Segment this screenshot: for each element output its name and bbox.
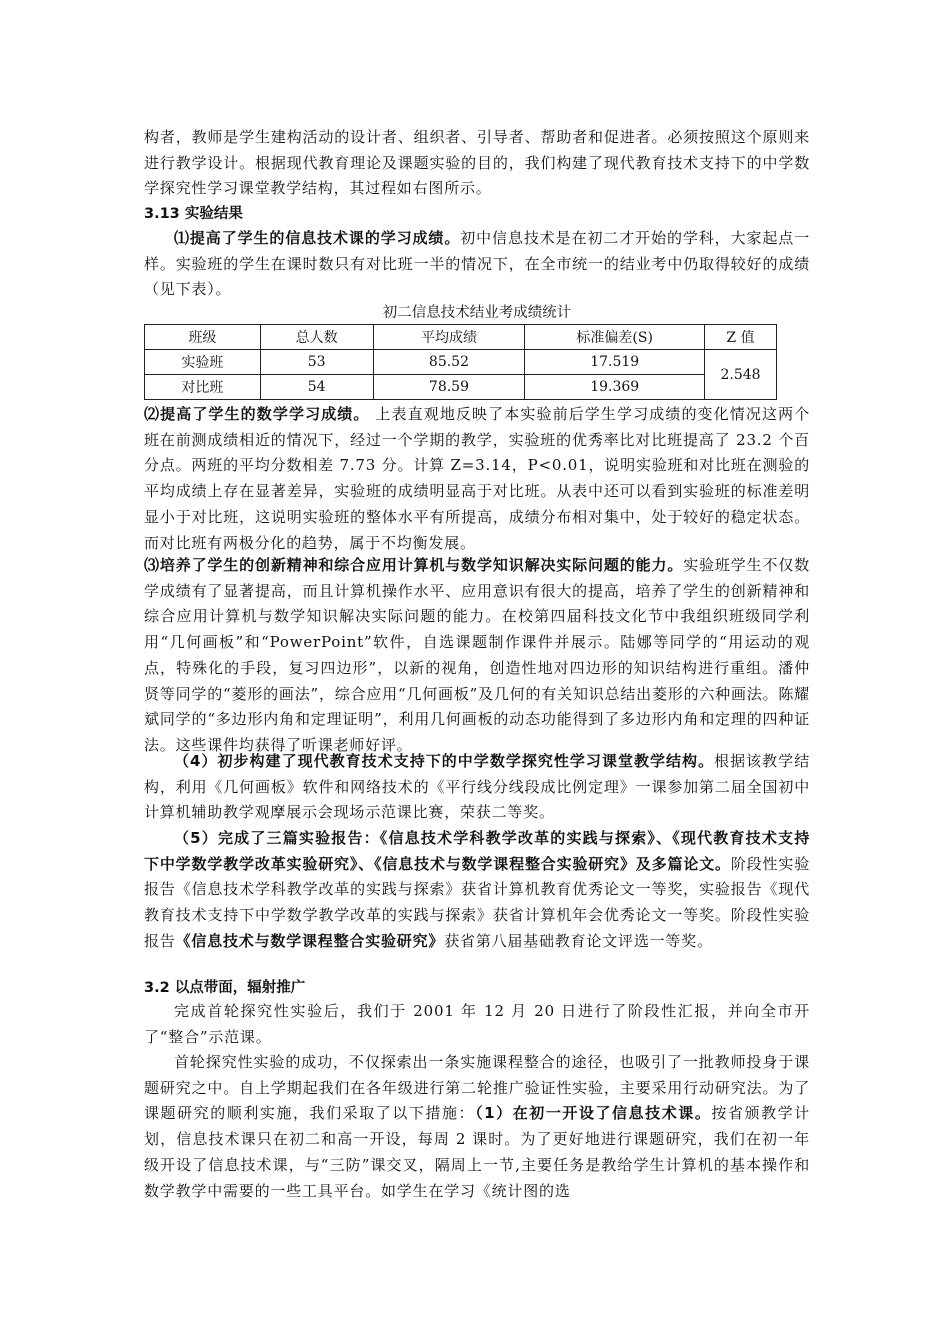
promotion-paragraph-2: [144, 1050, 810, 1204]
result-paragraph-1: [144, 226, 810, 303]
result-5-report-title: 《信息技术与数学课程整合实验研究》: [175, 931, 445, 950]
cell-count: 54: [260, 375, 373, 400]
header-mean: 平均成绩: [373, 325, 525, 350]
cell-class: 实验班: [145, 350, 261, 375]
cell-z-value: 2.548: [705, 350, 777, 400]
section-heading-3-13: 3.13 实验结果: [144, 206, 243, 222]
result-paragraph-2: [144, 402, 810, 556]
section-heading-3-2: 3.2 以点带面，辐射推广: [144, 980, 306, 996]
score-table: [144, 324, 777, 400]
promotion-2-text-a: 首轮探究性实验的成功，不仅探索出一条实施课程整合的途径，也吸引了一批教师投身于课题研究之中。自上学期起我们在各年级进行第二轮推广验证性实验，主要采用行动研究法。为了课题研究的顺利实施，我们采取了以下措施：: [144, 1053, 810, 1123]
result-4-text: 根据该教学结构，利用《几何画板》软件和网络技术的《平行线分线段成比例定理》一课参加第二届全国初中计算机辅助教学观摩展示会现场示范课比赛，荣获二等奖。: [144, 752, 810, 822]
result-paragraph-5: [144, 826, 810, 955]
result-paragraph-4: [144, 749, 810, 826]
promotion-paragraph-1: [144, 999, 810, 1050]
header-count: 总人数: [260, 325, 373, 350]
promotion-2-text-b: 按省颁教学计划，信息技术课只在初二和高一开设，每周 2 课时。为了更好地进行课题研究，我们在初一年级开设了信息技术课，与“三防”课交叉，隔周上一节,主要任务是教给学生计算机的基本操作和数学教学中需要的一些工具平台。如学生在学习《统计图的选: [144, 1104, 810, 1200]
header-class: 班级: [145, 325, 261, 350]
table-row: [145, 375, 777, 400]
result-3-title: ⑶培养了学生的创新精神和综合应用计算机与数学知识解决实际问题的能力。: [144, 556, 684, 574]
cell-mean: 85.52: [373, 350, 525, 375]
result-2-text: 上表直观地反映了本实验前后学生学习成绩的变化情况这两个班在前测成绩相近的情况下，经过一个学期的教学，实验班的优秀率比对比班提高了 23.2 个百分点。两班的平均分数相差 7.73 分。计算 Z=3.14，P<0.01，说明实验班和对比班在测验的平均成绩上存在显著差异，实验班的成绩明显高于对比班。从表中还可以看到实验班的标准差明显小于对比班，这说明实验班的整体水平有所提高，成绩分布相对集中，处于较好的稳定状态。而对比班有两极分化的趋势，属于不均衡发展。: [144, 405, 811, 552]
result-1-text: 初中信息技术是在初二才开始的学科，大家起点一样。实验班的学生在课时数只有对比班一半的情况下，在全市统一的结业考中仍取得较好的成绩（见下表）。: [144, 229, 810, 299]
cell-sd: 17.519: [525, 350, 705, 375]
promotion-2-measure: （1）在初一开设了信息技术课。: [475, 1104, 712, 1123]
result-1-title: ⑴提高了学生的信息技术课的学习成绩。: [174, 229, 461, 247]
cell-count: 53: [260, 350, 373, 375]
intro-text: 构者，教师是学生建构活动的设计者、组织者、引导者、帮助者和促进者。必须按照这个原则来进行教学设计。根据现代教育理论及课题实验的目的，我们构建了现代教育技术支持下的中学数学探究性学习课堂教学结构，其过程如右图所示。: [144, 128, 810, 198]
cell-class: 对比班: [145, 375, 261, 400]
result-4-title: （4）初步构建了现代教育技术支持下的中学数学探究性学习课堂教学结构。: [174, 752, 715, 770]
result-5-text-b: 获省第八届基础教育论文评选一等奖。: [444, 931, 713, 950]
result-3-text: 实验班学生不仅数学成绩有了显著提高，而且计算机操作水平、应用意识有很大的提高，培养了学生的创新精神和综合应用计算机与数学知识解决实际问题的能力。在校第四届科技文化节中我组织班级同学利用“几何画板”和“PowerPoint”软件，自选课题制作课件并展示。陆娜等同学的“用运动的观点，特殊化的手段，复习四边形”，以新的视角，创造性地对四边形的知识结构进行重组。潘仲贤等同学的“菱形的画法”，综合应用“几何画板”及几何的有关知识总结出菱形的六种画法。陈耀斌同学的“多边形内角和定理证明”，利用几何画板的动态功能得到了多边形内角和定理的四种证法。这些课件均获得了听课老师好评。: [144, 556, 810, 754]
result-2-title: ⑵提高了学生的数学学习成绩。: [144, 405, 370, 423]
result-5-text-a: 阶段性实验报告《信息技术学科教学改革的实践与探索》获省计算机教育优秀论文一等奖，实验报告《现代教育技术支持下中学数学教学改革的实践与探索》获省计算机年会优秀论文一等奖。阶段性实验报告: [144, 854, 810, 950]
promotion-1-text: 完成首轮探究性实验后，我们于 2001 年 12 月 20 日进行了阶段性汇报，并向全市开了“整合”示范课。: [144, 1002, 810, 1046]
table-header-row: [145, 325, 777, 350]
cell-mean: 78.59: [373, 375, 525, 400]
header-z: Z 值: [705, 325, 777, 350]
intro-paragraph: [144, 125, 810, 202]
result-5-title: （5）完成了三篇实验报告：《信息技术学科教学改革的实践与探索》、《现代教育技术支持下中学数学教学改革实验研究》、《信息技术与数学课程整合实验研究》及多篇论文。: [144, 829, 810, 873]
result-paragraph-3: [144, 553, 810, 759]
cell-sd: 19.369: [525, 375, 705, 400]
table-caption: 初二信息技术结业考成绩统计: [382, 305, 572, 321]
table-row: [145, 350, 777, 375]
header-sd: 标准偏差(S): [525, 325, 705, 350]
